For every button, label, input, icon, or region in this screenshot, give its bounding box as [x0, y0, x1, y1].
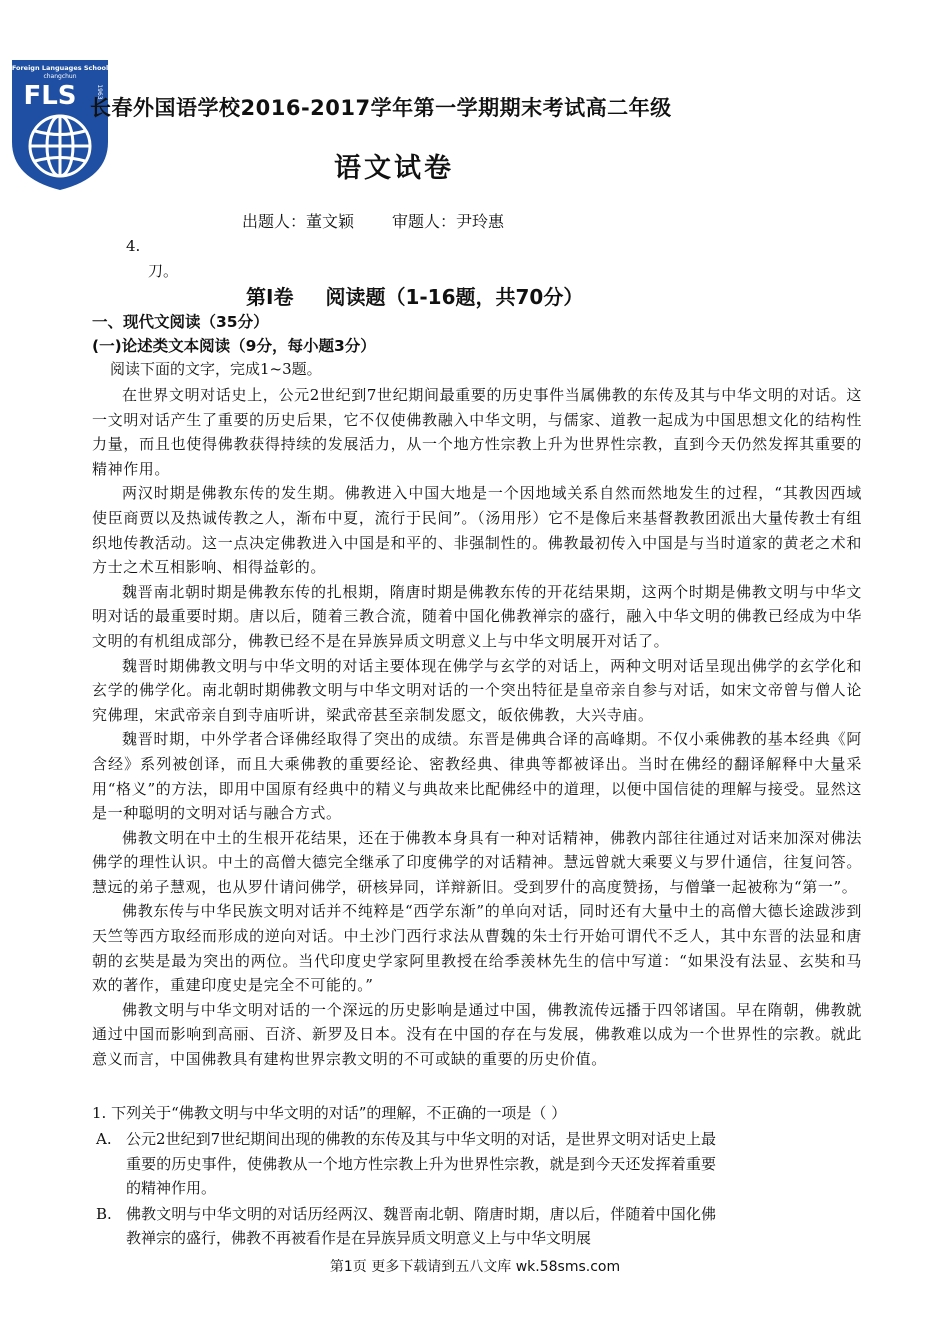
question-setter: 出题人：董文颖 — [242, 212, 355, 231]
option-text: 公元2世纪到7世纪期间出现的佛教的东传及其与中华文明的对话，是世界文明对话史上最重要的历史事件，使佛教从一个地方性宗教上升为世界性宗教，就是到今天还发挥着重要的精神作用。 — [126, 1130, 716, 1198]
exam-authors — [242, 209, 504, 232]
page-footer: 第1页 更多下载请到五八文库 wk.58sms.com — [329, 1259, 621, 1275]
option-text: 佛教文明与中华文明的对话历经两汉、魏晋南北朝、隋唐时期，唐以后，伴随着中国化佛教禅宗的盛行，佛教不再被看作是在异族异质文明意义上与中华文明展 — [126, 1204, 716, 1248]
article-paragraph: 在世界文明对话史上，公元2世纪到7世纪期间最重要的历史事件当属佛教的东传及其与中华文明的对话。这一文明对话产生了重要的历史后果，它不仅使佛教融入中华文明，与儒家、道教一起成为中国思想文化的结构性力量，而且也使得佛教获得持续的发展活力，从一个地方性宗教上升为世界性宗教，直到今天仍然发挥其重要的精神作用。 — [92, 386, 862, 478]
option-letter: B. — [96, 1204, 112, 1223]
question-reviewer: 审题人：尹玲惠 — [392, 212, 505, 231]
logo-globe-icon — [30, 116, 90, 176]
section-subheading: (一)论述类文本阅读（9分，每小题3分） — [92, 337, 376, 355]
option-letter: A. — [96, 1130, 112, 1148]
article-body — [92, 383, 862, 1072]
logo-year: 1963 — [96, 84, 103, 100]
option-a — [96, 1127, 716, 1201]
school-logo — [10, 58, 110, 192]
article-paragraph: 佛教东传与中华民族文明对话并不纯粹是“西学东渐”的单向对话，同时还有大量中土的高僧大德长途跋涉到天竺等西方取经而形成的逆向对话。中土沙门西行求法从曹魏的朱士行开始可谓代不乏人，其中东晋的法显和唐朝的玄奘是最为突出的两位。当代印度史学家阿里教授在给季羡林先生的信中写道：“如果没有法显、玄奘和马欢的著作，重建印度史是完全不可能的。” — [92, 902, 862, 995]
logo-initials: FLS — [23, 81, 77, 111]
article-paragraph: 佛教文明与中华文明对话的一个深远的历史影响是通过中国，佛教流传远播于四邻诸国。早在隋朝，佛教就通过中国而影响到高丽、百济、新罗及日本。没有在中国的存在与发展，佛教难以成为一个世界性的宗教。就此意义而言，中国佛教具有建构世界宗教文明的不可或缺的重要的历史价值。 — [92, 1000, 862, 1069]
logo-school-text: Foreign Languages School — [11, 64, 109, 72]
question-1-stem: 1. 下列关于“佛教文明与中华文明的对话”的理解，不正确的一项是（ ） — [92, 1104, 567, 1122]
article-paragraph: 两汉时期是佛教东传的发生期。佛教进入中国大地是一个因地域关系自然而然地发生的过程，“其教因西域使臣商贾以及热诚传教之人，渐布中夏，流行于民间”。（汤用彤）它不是像后来基督教教团派出大量传教士有组织地传教活动。这一点决定佛教进入中国是和平的、非强制性的。佛教最初传入中国是与当时道家的黄老之术和方士之术互相影响、相得益彰的。 — [92, 484, 862, 577]
reading-instruction: 阅读下面的文字，完成1~3题。 — [110, 360, 322, 378]
stray-mark-text: 刀。 — [148, 262, 179, 280]
exam-title: 长春外国语学校2016-2017学年第一学期期末考试高二年级 — [90, 96, 672, 120]
section-heading: 一、现代文阅读（35分） — [92, 313, 269, 331]
section-description: 阅读题（1-16题，共70分） — [325, 285, 584, 309]
section-title — [246, 281, 583, 310]
logo-city-text: changchun — [43, 73, 77, 80]
article-paragraph: 魏晋时期，中外学者合译佛经取得了突出的成绩。东晋是佛典合译的高峰期。不仅小乘佛教的基本经典《阿含经》系列被创译，而且大乘佛教的重要经论、密教经典、律典等都被译出。当时在佛经的翻译解释中大量采用“格义”的方法，即用中国原有经典中的精义与典故来比配佛经中的道理，以便中国信徒的理解与接受。显然这是一种聪明的文明对话与融合方式。 — [92, 730, 862, 823]
article-paragraph: 魏晋南北朝时期是佛教东传的扎根期，隋唐时期是佛教东传的开花结果期，这两个时期是佛教文明与中华文明对话的最重要时期。唐以后，随着三教合流，随着中国化佛教禅宗的盛行，融入中华文明的佛教已经成为中华文明的有机组成部分，佛教已经不是在异族异质文明意义上与中华文明展开对话了。 — [92, 582, 862, 650]
stray-mark-number: 4. — [126, 237, 141, 255]
article-paragraph: 佛教文明在中土的生根开花结果，还在于佛教本身具有一种对话精神，佛教内部往往通过对话来加深对佛法佛学的理性认识。中土的高僧大德完全继承了印度佛学的对话精神。慧远曾就大乘要义与罗什通信，往复问答。慧远的弟子慧观，也从罗什请问佛学，研核异同，详辩新旧。受到罗什的高度赞扬，与僧肇一起被称为“第一”。 — [92, 828, 862, 896]
exam-subject: 语文试卷 — [334, 153, 454, 184]
section-part: 第Ⅰ卷 — [246, 285, 294, 309]
question-1-options — [96, 1127, 716, 1252]
option-b — [96, 1202, 716, 1251]
article-paragraph: 魏晋时期佛教文明与中华文明的对话主要体现在佛学与玄学的对话上，两种文明对话呈现出佛学的玄学化和玄学的佛学化。南北朝时期佛教文明与中华文明对话的一个突出特征是皇帝亲自参与对话，如宋文帝曾与僧人论究佛理，宋武帝亲自到寺庙听讲，梁武帝甚至亲制发愿文，皈依佛教，大兴寺庙。 — [92, 656, 862, 724]
